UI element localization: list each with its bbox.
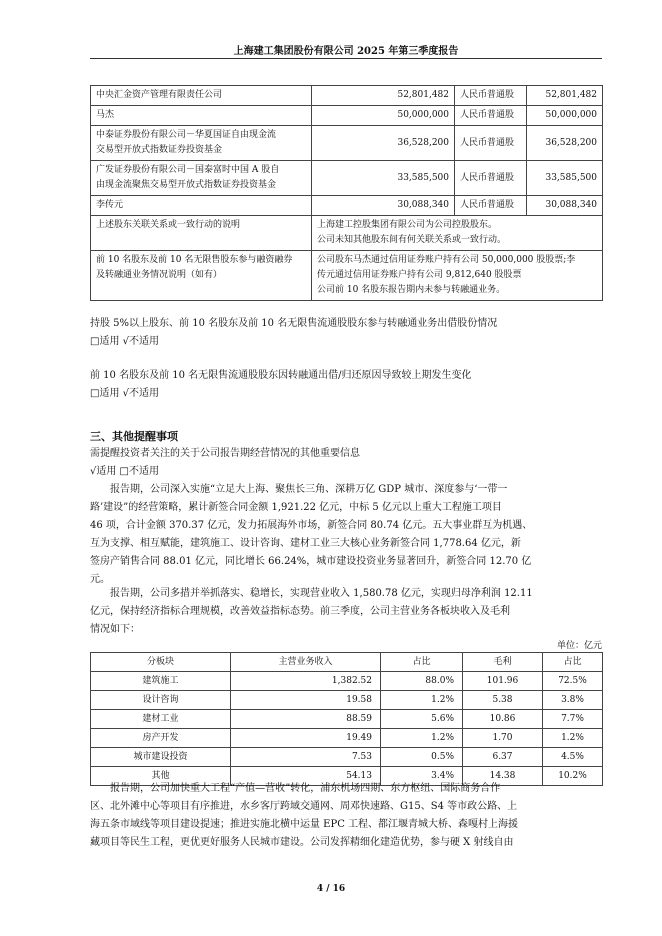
lending-title: 持股 5%以上股东、前 10 名股东及前 10 名无限售流通股股东参与转融通业务出借股份情况 — [90, 318, 498, 329]
holder-name: 马杰 — [91, 106, 312, 126]
table-row — [91, 86, 603, 106]
change-section — [90, 367, 602, 403]
paragraph-line: 报告期，公司多措并举抓落实、稳增长，实现营业收入 1,580.78 亿元，实现归母净利润 12.11 — [110, 588, 533, 599]
paragraph-line: 报告期，公司加快重大工程“产值—营收”转化，浦东机场四期、东方枢纽、国际商务合作 — [110, 783, 501, 794]
profit-share: 3.8% — [543, 691, 603, 710]
revenue-share: 5.6% — [381, 710, 463, 729]
gross-profit: 5.38 — [463, 691, 543, 710]
table-header-row — [91, 653, 603, 672]
profit-share: 7.7% — [543, 710, 603, 729]
segment-name: 城市建设投资 — [91, 748, 231, 767]
change-options: □适用 √不适用 — [90, 388, 159, 399]
holder-name — [91, 161, 312, 196]
segment-name: 设计咨询 — [91, 691, 231, 710]
share-count: 50,000,000 — [527, 106, 603, 126]
segment-name: 建材工业 — [91, 710, 231, 729]
page-number: 4 / 16 — [316, 884, 346, 894]
paragraph-line: 藏项目等民生工程，更优更好服务人民城市建设。公司发挥精细化建造优势，参与硬 X 射线自由 — [90, 837, 514, 848]
paragraph-line: 区、北外滩中心等项目有序推进，水乡客厅跨域交通网、周邓快速路、G15、S4 等市政公路、上 — [90, 801, 518, 812]
revenue-share: 0.5% — [381, 748, 463, 767]
profit-share: 72.5% — [543, 672, 603, 691]
table-row — [91, 729, 603, 748]
segment-revenue: 19.58 — [231, 691, 381, 710]
holder-name-line: 广发证券股份有限公司－国泰富时中国 A 股自 — [96, 165, 280, 175]
table-row — [91, 106, 603, 126]
intro-text: 需提醒投资者关注的关于公司报告期经营情况的其他重要信息 — [90, 448, 360, 459]
notice-intro — [90, 445, 602, 481]
share-type: 人民币普通股 — [455, 106, 527, 126]
profit-share: 10.2% — [543, 767, 603, 786]
holder-name — [91, 126, 312, 161]
profit-share: 1.2% — [543, 729, 603, 748]
holder-name-line: 交易型开放式指数证券投资基金 — [96, 145, 223, 155]
relation-line: 公司未知其他股东间有何关联关系或一致行动。 — [317, 235, 507, 245]
holder-shares: 52,801,482 — [312, 86, 455, 106]
lending-options: □适用 √不适用 — [90, 336, 159, 347]
gross-profit: 6.37 — [463, 748, 543, 767]
column-header: 占比 — [381, 653, 463, 672]
table-row — [91, 710, 603, 729]
table-row — [91, 126, 603, 161]
change-title: 前 10 名股东及前 10 名无限售流通股股东因转融通出借/归还原因导致较上期发生变化 — [90, 370, 472, 381]
revenue-share: 1.2% — [381, 691, 463, 710]
paragraph-line: 路’建设”的经营策略，累计新签合同金额 1,921.22 亿元，中标 5 亿元以上重大工程施工项目 — [90, 502, 502, 513]
segment-name: 建筑施工 — [91, 672, 231, 691]
section-heading: 三、其他提醒事项 — [90, 430, 178, 443]
paragraph-line: 海五条市域线等项目建设提速；推进实施北横中运量 EPC 工程、都江堰青城大桥、森嘎村上海援 — [90, 819, 519, 830]
gross-profit: 10.86 — [463, 710, 543, 729]
paragraph-line: 亿元，保持经济指标合理规模，改善效益指标态势。前三季度，公司主营业务各板块收入及毛利 — [90, 606, 510, 617]
share-count: 33,585,500 — [527, 161, 603, 196]
paragraph-line: 元。 — [90, 574, 110, 585]
holder-name-line: 中泰证券股份有限公司－华夏国证自由现金流 — [96, 130, 277, 140]
segment-name: 房产开发 — [91, 729, 231, 748]
share-count: 36,528,200 — [527, 126, 603, 161]
share-type: 人民币普通股 — [455, 196, 527, 216]
segment-revenue: 54.13 — [231, 767, 381, 786]
paragraph-1 — [90, 481, 602, 589]
paragraph-line: 报告期，公司深入实施“立足大上海、聚焦长三角、深耕万亿 GDP 城市、深度参与‘一带一 — [110, 484, 508, 495]
margin-line: 公司前 10 名股东报告期内未参与转融通业务。 — [317, 285, 506, 295]
intro-options: √适用 □不适用 — [90, 466, 159, 477]
segment-revenue: 7.53 — [231, 748, 381, 767]
holder-name-line: 由现金流聚焦交易型开放式指数证券投资基金 — [96, 180, 277, 190]
paragraph-2 — [90, 585, 602, 639]
holder-shares: 33,585,500 — [312, 161, 455, 196]
paragraph-line: 46 项，合计金额 370.37 亿元，发力拓展海外市场，新签合同 80.74 亿元。五大事业群互为机遇、 — [90, 520, 533, 531]
revenue-share: 3.4% — [381, 767, 463, 786]
table-row — [91, 216, 603, 251]
table-row — [91, 748, 603, 767]
report-header: 上海建工集团股份有限公司 2025 年第三季度报告 — [233, 46, 459, 57]
segment-revenue: 88.59 — [231, 710, 381, 729]
segment-revenue: 19.49 — [231, 729, 381, 748]
margin-label-line: 前 10 名股东及前 10 名无限售股东参与融资融券 — [96, 255, 293, 265]
segment-revenue: 1,382.52 — [231, 672, 381, 691]
table-row — [91, 251, 603, 301]
paragraph-line: 情况如下： — [90, 624, 140, 635]
relation-note — [312, 216, 603, 251]
margin-label-line: 及转融通业务情况说明（如有） — [96, 270, 223, 280]
paragraph-line: 互为支撑、相互赋能，建筑施工、设计咨询、建材工业三大核心业务新签合同 1,778.64 亿元，新 — [90, 538, 521, 549]
column-header: 占比 — [543, 653, 603, 672]
relation-line: 上海建工控股集团有限公司为公司控股股东。 — [317, 220, 498, 230]
lending-section — [90, 315, 602, 351]
table-row — [91, 691, 603, 710]
relation-label: 上述股东关联关系或一致行动的说明 — [91, 216, 312, 251]
column-header: 主营业务收入 — [231, 653, 381, 672]
margin-line: 传元通过信用证券账户持有公司 9,812,640 股股票 — [317, 270, 522, 280]
margin-note — [312, 251, 603, 301]
segment-name: 其他 — [91, 767, 231, 786]
share-count: 52,801,482 — [527, 86, 603, 106]
share-type: 人民币普通股 — [455, 126, 527, 161]
gross-profit: 101.96 — [463, 672, 543, 691]
share-count: 30,088,340 — [527, 196, 603, 216]
holder-shares: 30,088,340 — [312, 196, 455, 216]
gross-profit: 14.38 — [463, 767, 543, 786]
holder-shares: 50,000,000 — [312, 106, 455, 126]
column-header: 分板块 — [91, 653, 231, 672]
unit-label: 单位：亿元 — [556, 641, 602, 651]
table-row — [91, 196, 603, 216]
paragraph-3 — [90, 780, 602, 852]
paragraph-line: 签房产销售合同 88.01 亿元，同比增长 66.24%，城市建设投资业务显著回升，新签合同 12.70 亿 — [90, 556, 532, 567]
share-type: 人民币普通股 — [455, 161, 527, 196]
revenue-share: 1.2% — [381, 729, 463, 748]
gross-profit: 1.70 — [463, 729, 543, 748]
margin-line: 公司股东马杰通过信用证券账户持有公司 50,000,000 股股票;李 — [317, 255, 576, 265]
profit-share: 4.5% — [543, 748, 603, 767]
segment-table — [90, 652, 603, 786]
share-type: 人民币普通股 — [455, 86, 527, 106]
revenue-share: 88.0% — [381, 672, 463, 691]
table-row — [91, 672, 603, 691]
column-header: 毛利 — [463, 653, 543, 672]
shareholders-table — [90, 85, 603, 301]
margin-label — [91, 251, 312, 301]
holder-name: 李传元 — [91, 196, 312, 216]
holder-shares: 36,528,200 — [312, 126, 455, 161]
holder-name: 中央汇金资产管理有限责任公司 — [91, 86, 312, 106]
header-divider — [90, 58, 602, 59]
table-row — [91, 161, 603, 196]
